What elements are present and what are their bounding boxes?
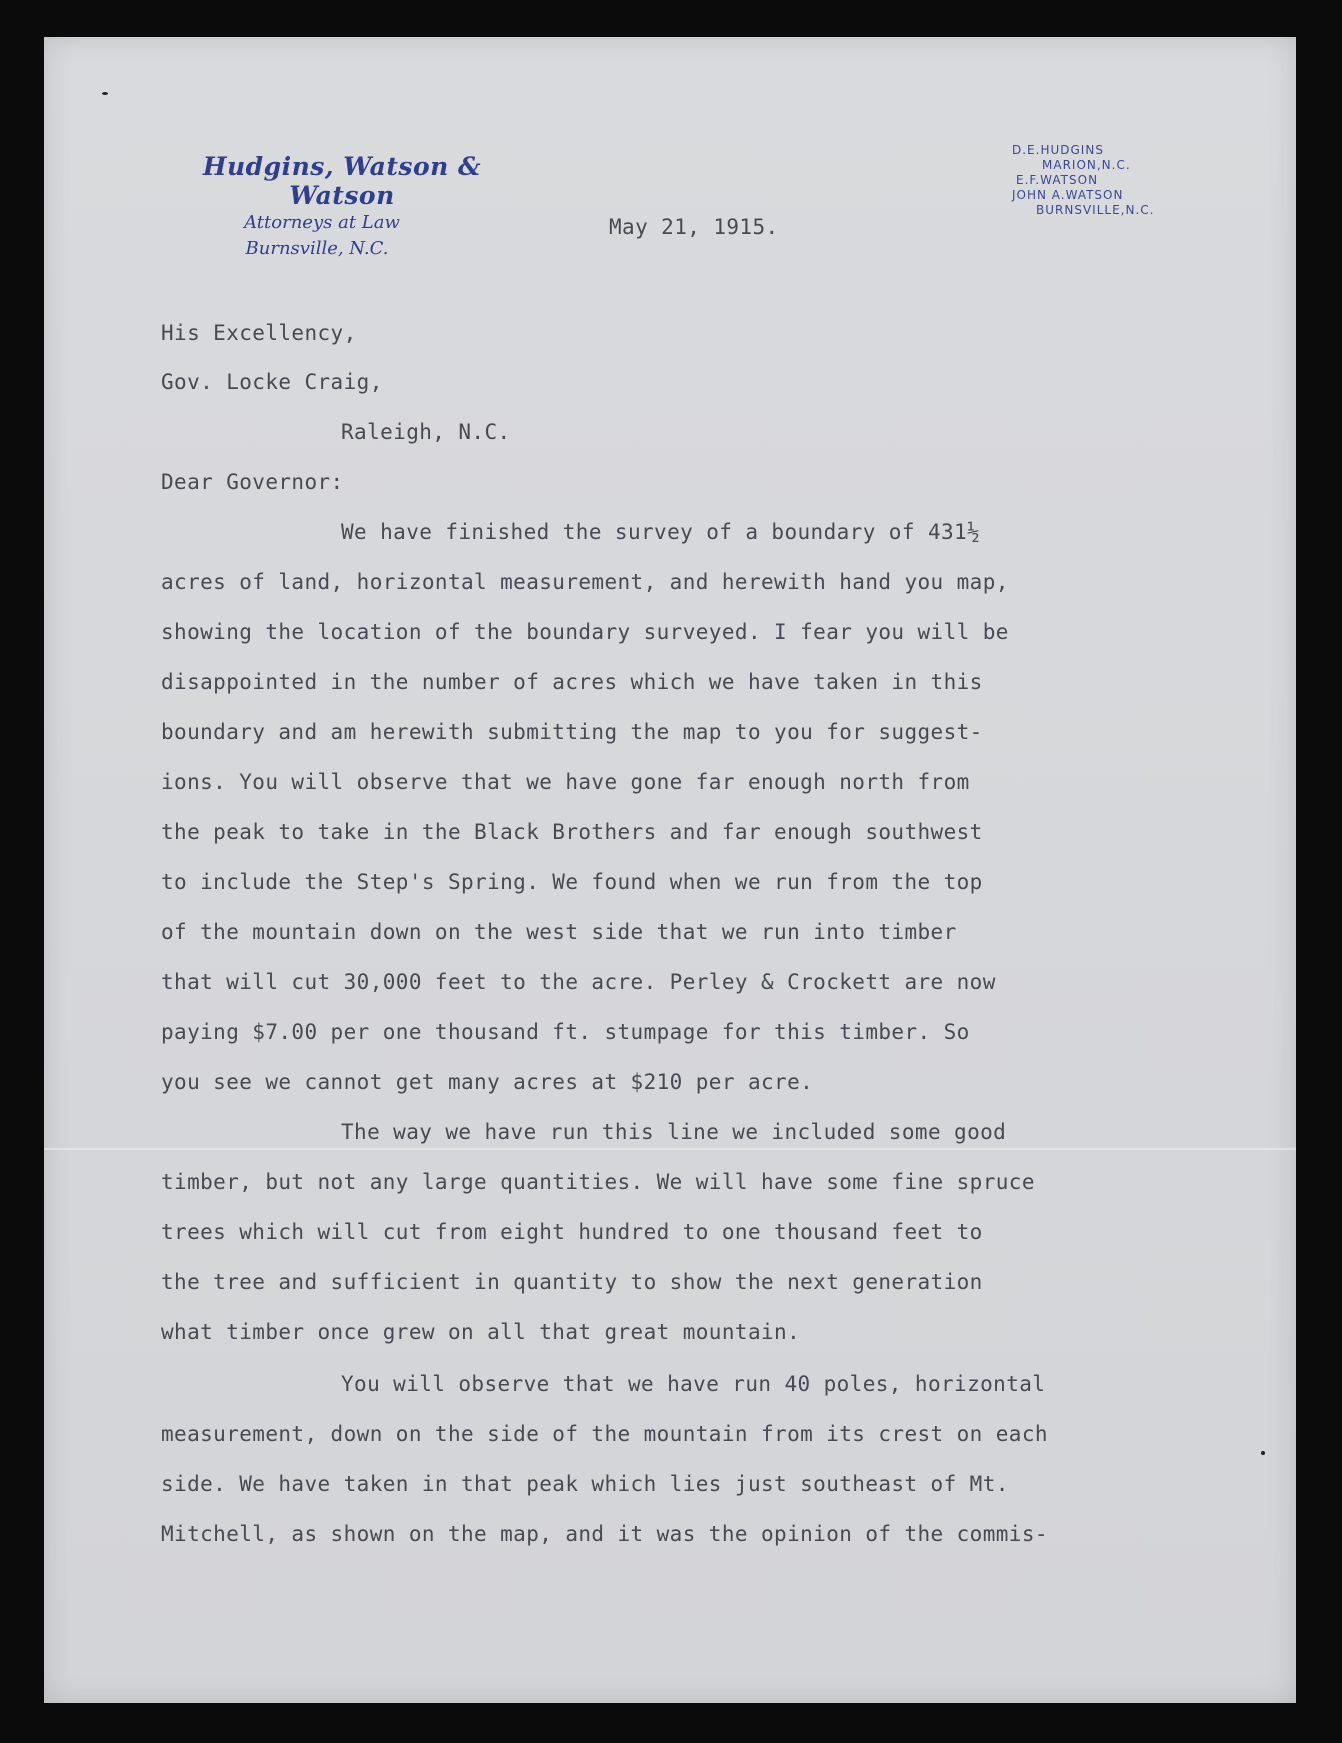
ink-speck	[102, 92, 108, 95]
body-line: the tree and sufficient in quantity to show the next generation	[161, 1270, 983, 1294]
body-line: timber, but not any large quantities. We will have some fine spruce	[161, 1170, 1035, 1194]
body-line: side. We have taken in that peak which lies just southeast of Mt.	[161, 1472, 1009, 1496]
firm-name: Hudgins, Watson & Watson	[202, 152, 482, 210]
address-line: His Excellency,	[161, 321, 357, 345]
partner-line: BURNSVILLE,N.C.	[1036, 203, 1155, 217]
body-line: The way we have run this line we included some good	[341, 1120, 1007, 1144]
body-line: the peak to take in the Black Brothers and far enough southwest	[161, 820, 983, 844]
letter-date: May 21, 1915.	[609, 215, 779, 239]
letterhead-firm	[152, 152, 532, 262]
firm-subtitle: Attorneys at Law	[244, 212, 400, 233]
body-line: acres of land, horizontal measurement, and herewith hand you map,	[161, 570, 1009, 594]
body-line: of the mountain down on the west side that we run into timber	[161, 920, 957, 944]
body-line: measurement, down on the side of the mountain from its crest on each	[161, 1422, 1048, 1446]
address-line: Raleigh, N.C.	[341, 420, 511, 444]
body-line: to include the Step's Spring. We found when we run from the top	[161, 870, 983, 894]
salutation: Dear Governor:	[161, 470, 344, 494]
fold-crease	[44, 1147, 1296, 1150]
firm-location: Burnsville, N.C.	[245, 238, 389, 259]
body-line: what timber once grew on all that great mountain.	[161, 1320, 801, 1344]
body-line: boundary and am herewith submitting the map to you for suggest-	[161, 720, 983, 744]
body-line: We have finished the survey of a boundary of 431½	[341, 520, 981, 544]
body-line: You will observe that we have run 40 poles, horizontal	[341, 1372, 1046, 1396]
partner-line: JOHN A.WATSON	[1012, 188, 1124, 202]
body-line: you see we cannot get many acres at $210 per acre.	[161, 1070, 814, 1094]
ink-speck	[1261, 1451, 1265, 1455]
body-line: paying $7.00 per one thousand ft. stumpage for this timber. So	[161, 1020, 970, 1044]
body-line: that will cut 30,000 feet to the acre. Perley & Crockett are now	[161, 970, 996, 994]
body-line: showing the location of the boundary surveyed. I fear you will be	[161, 620, 1009, 644]
body-line: Mitchell, as shown on the map, and it was the opinion of the commis-	[161, 1522, 1048, 1546]
partner-line: E.F.WATSON	[1016, 173, 1099, 187]
body-line: trees which will cut from eight hundred to one thousand feet to	[161, 1220, 983, 1244]
letter-page	[44, 37, 1296, 1703]
address-line: Gov. Locke Craig,	[161, 370, 383, 394]
letterhead-partners	[1006, 143, 1154, 218]
partner-line: D.E.HUDGINS	[1012, 143, 1104, 157]
body-line: disappointed in the number of acres which we have taken in this	[161, 670, 983, 694]
partner-line: MARION,N.C.	[1042, 158, 1131, 172]
body-line: ions. You will observe that we have gone far enough north from	[161, 770, 970, 794]
